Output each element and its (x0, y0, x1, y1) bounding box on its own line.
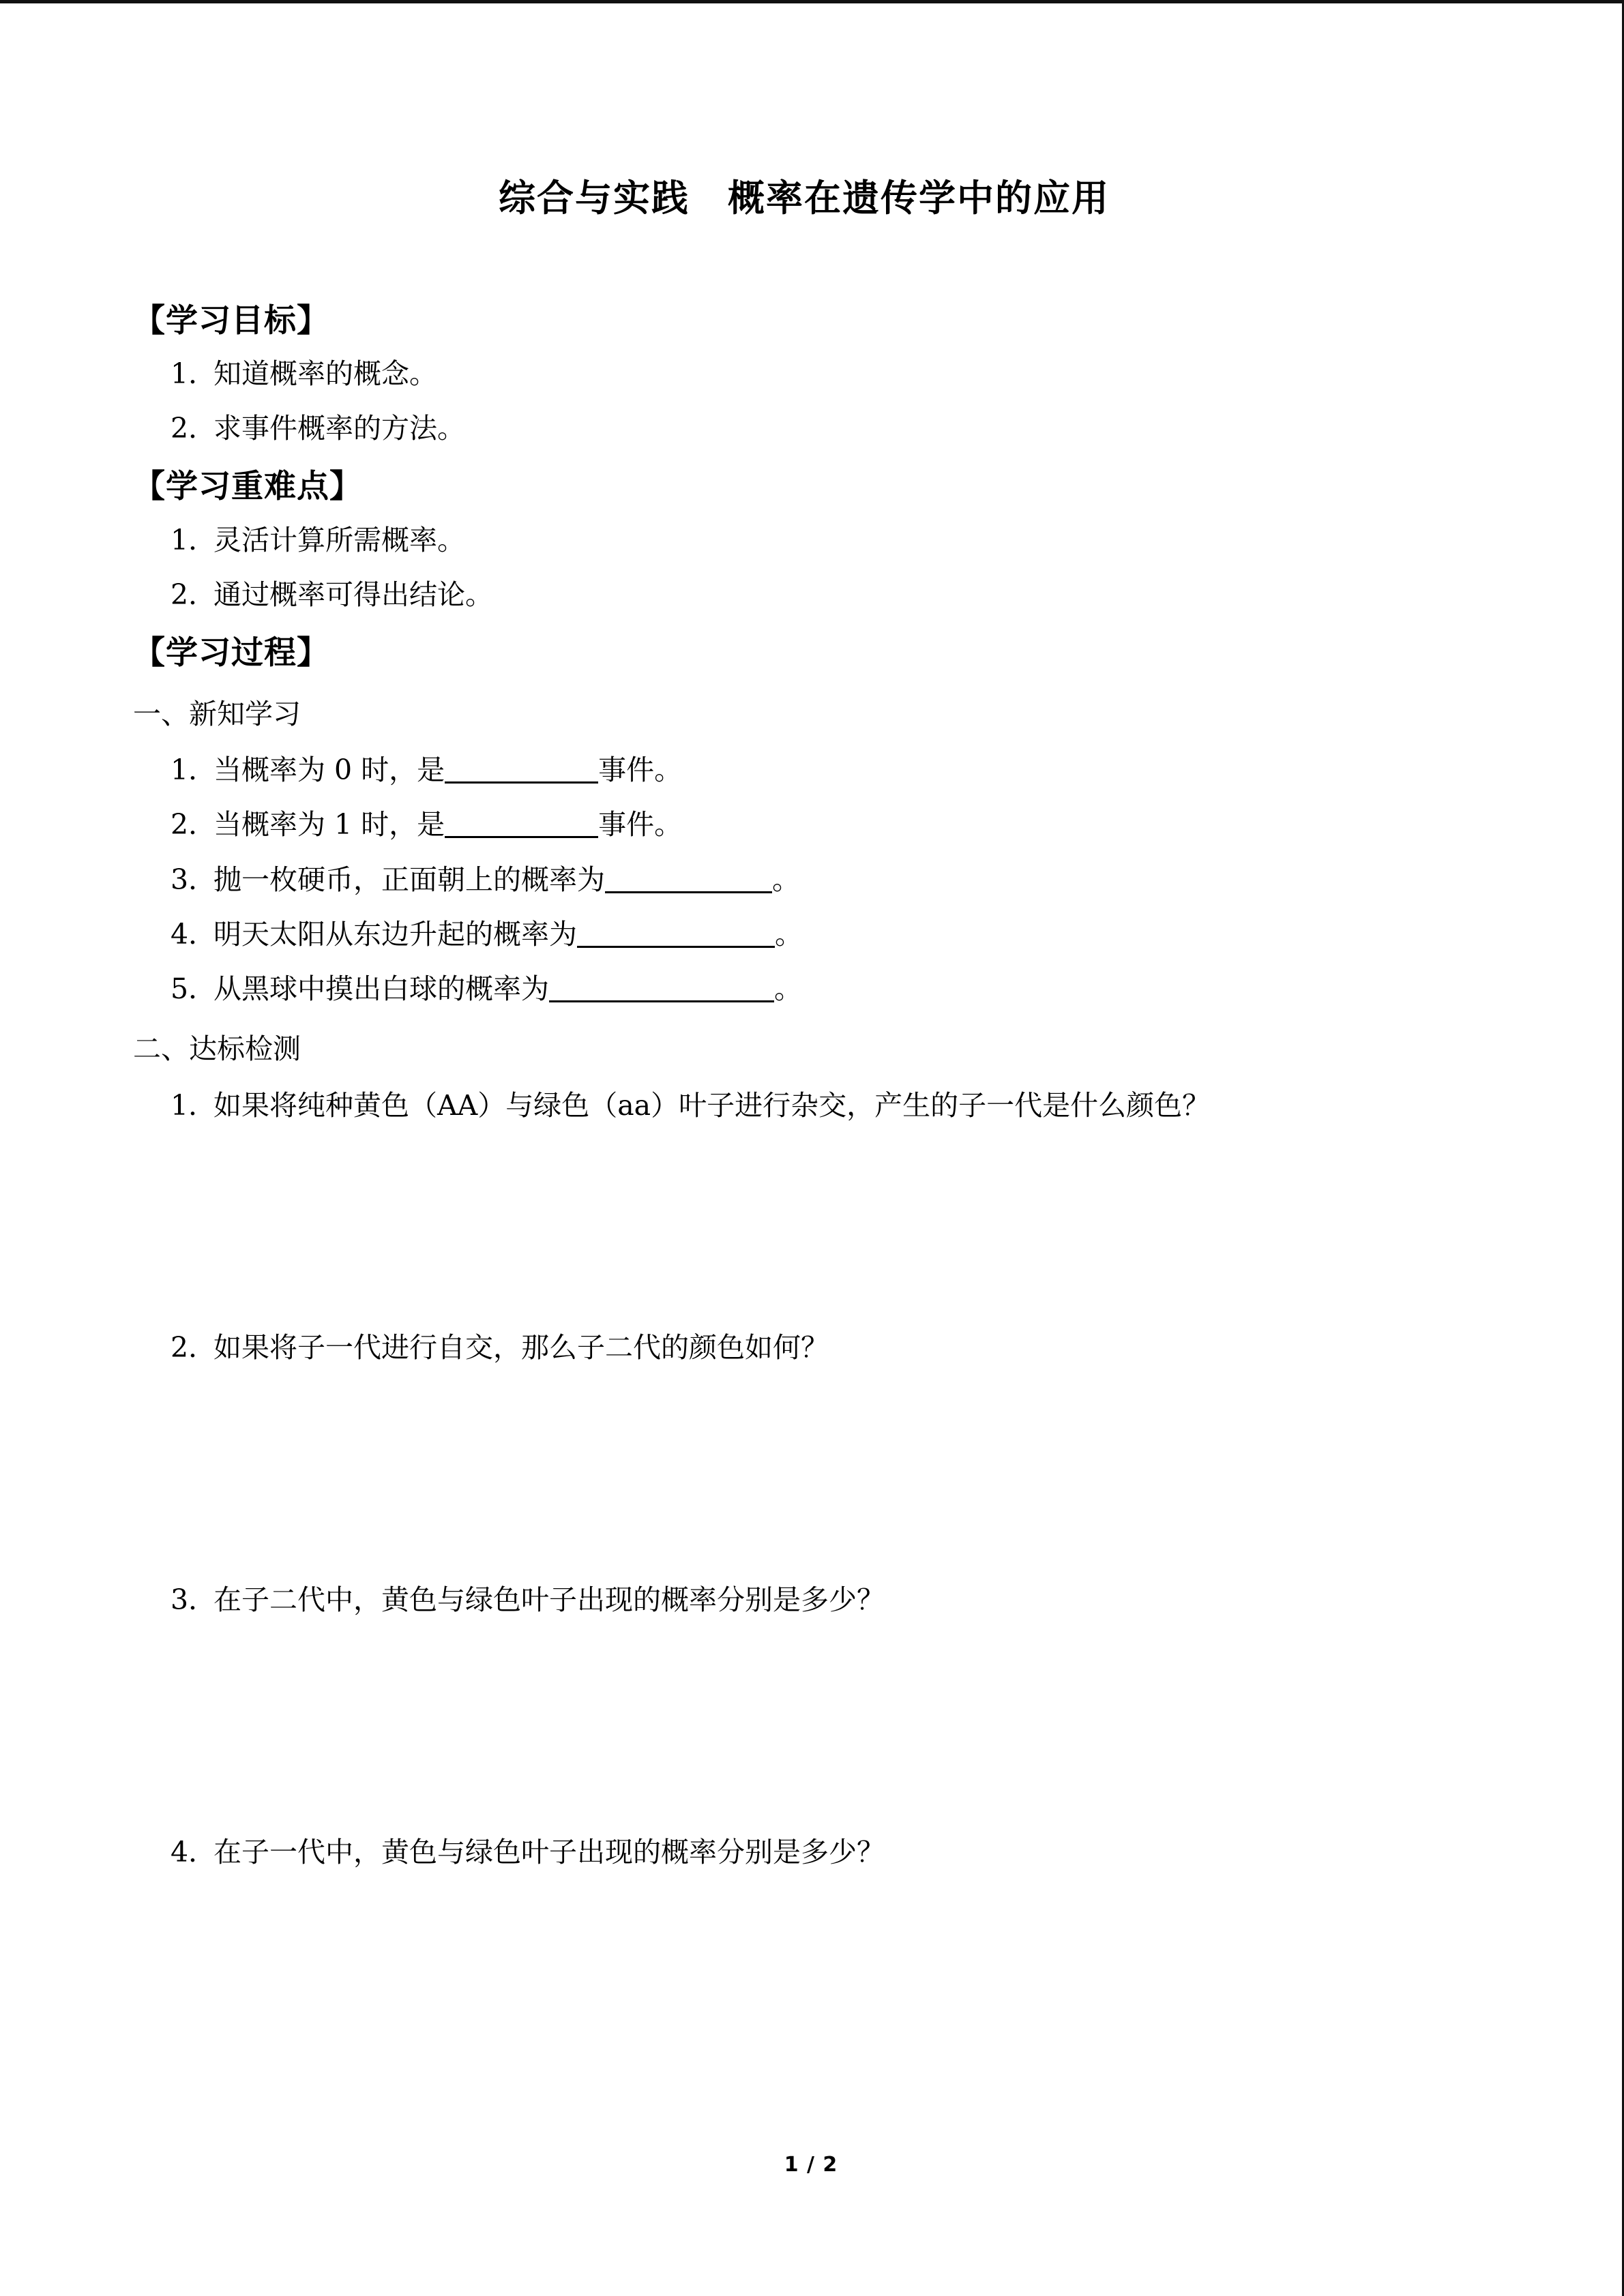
subsection-label-new-learning: 一、新知学习 (133, 698, 301, 731)
fill-in-blank-suffix: 。 (775, 917, 803, 951)
answer-space (133, 1620, 1475, 1832)
fill-in-blank-prefix: 抛一枚硬币，正面朝上的概率为 (213, 863, 605, 896)
list-item-number: 2． (171, 412, 217, 445)
question-item (133, 1580, 1475, 1620)
list-item-number: 1． (171, 523, 217, 556)
subsection-label-assessment: 二、达标检测 (133, 1032, 301, 1066)
list-item-number: 4． (171, 917, 217, 951)
blank-input-2[interactable] (445, 809, 598, 838)
question-text: 如果将纯种黄色（AA）与绿色（aa）叶子进行杂交，产生的子一代是什么颜色？ (213, 1088, 1211, 1122)
section-heading-key-points: 【学习重难点】 (133, 468, 362, 506)
fill-in-blank-item (133, 805, 1475, 844)
fill-in-blank-prefix: 明天太阳从东边升起的概率为 (213, 917, 577, 951)
fill-in-blank-item (133, 750, 1475, 790)
fill-in-blank-item (133, 860, 1475, 899)
question-number: 2． (171, 1330, 217, 1364)
page-footer: 1 / 2 (784, 2153, 838, 2177)
fill-in-blank-suffix: 。 (774, 972, 802, 1006)
list-item (133, 354, 1475, 393)
fill-in-blank-suffix: 事件。 (598, 754, 683, 787)
question-text: 在子二代中，黄色与绿色叶子出现的概率分别是多少？ (213, 1583, 885, 1617)
list-item (133, 520, 1475, 560)
key-points-list (133, 520, 1475, 614)
section-heading-process: 【学习过程】 (133, 633, 329, 672)
new-learning-list (133, 750, 1475, 1009)
list-item-number: 3． (171, 863, 217, 896)
page-title: 综合与实践 概率在遗传学中的应用 (499, 177, 1110, 220)
fill-in-blank-item (133, 914, 1475, 954)
blank-input-1[interactable] (445, 754, 598, 784)
fill-in-blank-suffix: 事件。 (598, 808, 683, 841)
list-item-text: 通过概率可得出结论。 (213, 578, 493, 611)
list-item (133, 408, 1475, 448)
list-item-number: 2． (171, 808, 217, 841)
fill-in-blank-item (133, 969, 1475, 1009)
blank-input-4[interactable] (577, 919, 775, 948)
list-item-number: 5． (171, 972, 217, 1006)
fill-in-blank-prefix: 当概率为 1 时，是 (213, 808, 445, 841)
page-content (0, 3, 1622, 2296)
list-item-text: 求事件概率的方法。 (213, 412, 465, 445)
blank-input-5[interactable] (549, 973, 774, 1002)
question-item (133, 1832, 1475, 1872)
section-heading-objectives: 【学习目标】 (133, 301, 329, 340)
answer-space (133, 1367, 1475, 1580)
list-item-text: 灵活计算所需概率。 (213, 523, 465, 556)
fill-in-blank-suffix: 。 (772, 863, 800, 896)
question-number: 1． (171, 1088, 217, 1122)
question-text: 在子一代中，黄色与绿色叶子出现的概率分别是多少？ (213, 1836, 885, 1869)
question-number: 4． (171, 1836, 217, 1869)
objectives-list (133, 354, 1475, 448)
assessment-list (133, 1086, 1475, 1873)
answer-space (133, 1125, 1475, 1328)
list-item-number: 1． (171, 754, 217, 787)
question-text: 如果将子一代进行自交，那么子二代的颜色如何？ (213, 1330, 829, 1364)
fill-in-blank-prefix: 当概率为 0 时，是 (213, 754, 445, 787)
list-item-number: 2． (171, 578, 217, 611)
question-item (133, 1086, 1475, 1125)
question-item (133, 1328, 1475, 1367)
list-item-text: 知道概率的概念。 (213, 357, 437, 390)
fill-in-blank-prefix: 从黑球中摸出白球的概率为 (213, 972, 549, 1006)
list-item-number: 1． (171, 357, 217, 390)
question-number: 3． (171, 1583, 217, 1617)
blank-input-3[interactable] (605, 864, 772, 893)
list-item (133, 575, 1475, 614)
